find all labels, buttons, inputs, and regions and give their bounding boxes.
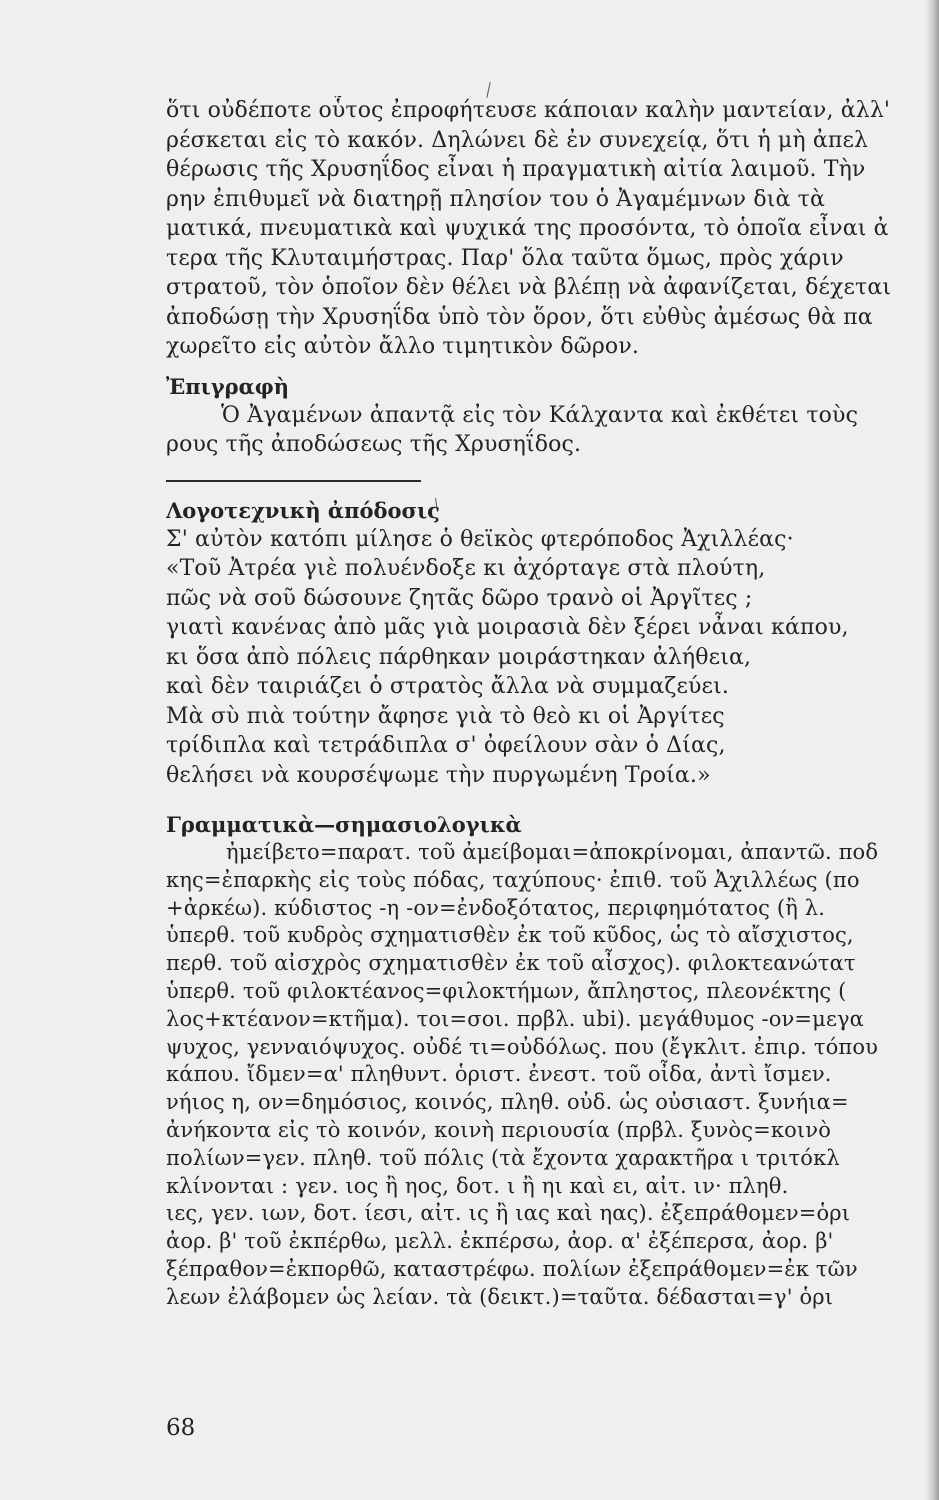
grammar-line: ψυχος, γενναιόψυχος. οὐδέ τι=οὐδόλως. που (ἔγκλιτ. ἐπιρ. τόπου (166, 1034, 879, 1059)
text-line: ρους τῆς ἀποδώσεως τῆς Χρυσηΐδος. (166, 432, 582, 457)
intro-paragraph (166, 96, 939, 362)
verse-line: τρίδιπλα καὶ τετράδιπλα σ' ὀφείλουν σὰν ὁ Δίας, (166, 733, 726, 758)
verse-line: καὶ δὲν ταιριάζει ὁ στρατὸς ἄλλα νὰ συμμαζεύει. (166, 674, 730, 699)
grammar-line: ἀορ. β' τοῦ ἐκπέρθω, μελλ. ἐκπέρσω, ἀορ. α' ἐξέπερσα, ἀορ. β' (166, 1229, 834, 1254)
text-line: θέρωσις τῆς Χρυσηΐδος εἶναι ἡ πραγματικὴ αἰτία λαιμοῦ. Τὴν (166, 157, 866, 182)
verse-line: Σ' αὐτὸν κατόπι μίλησε ὁ θεϊκὸς φτερόποδος Ἀχιλλέας· (166, 526, 794, 552)
grammar-line: ιες, γεν. ιων, δοτ. ίεσι, αἰτ. ις ἢ ιας καὶ ηας). ἐξεπράθομεν=ὁρι (166, 1201, 851, 1226)
grammar-line: κλίνονται : γεν. ιος ἢ ηος, δοτ. ι ἢ ηι καὶ ει, αἰτ. ιν· πληθ. (166, 1173, 789, 1198)
text-line: στρατοῦ, τὸν ὁποῖον δὲν θέλει νὰ βλέπῃ νὰ ἀφανίζεται, δέχεται (166, 275, 892, 300)
verse-line: πῶς νὰ σοῦ δώσουνε ζητᾶς δῶρο τρανὸ οἱ Ἀργῖτες ; (166, 585, 753, 611)
verse-line: κι ὅσα ἀπὸ πόλεις πάρθηκαν μοιράστηκαν ἀλήθεια, (166, 644, 752, 670)
section-divider (166, 480, 421, 482)
verse-line: γιατὶ κανένας ἀπὸ μᾶς γιὰ μοιρασιὰ δὲν ξέρει νἆναι κάπου, (166, 615, 849, 640)
grammar-line: ξέπραθον=ἐκπορθῶ, καταστρέφω. πολίων ἐξεπράθομεν=ἐκ τῶν (166, 1256, 858, 1281)
text-line: ρην ἐπιθυμεῖ νὰ διατηρῇ πλησίον του ὁ Ἀγαμέμνων διὰ τὰ (166, 186, 825, 212)
grammar-heading: Γραμματικὰ—σημασιολογικὰ (166, 812, 522, 837)
verse-line: Μὰ σὺ πιὰ τούτην ἄφησε γιὰ τὸ θεὸ κι οἱ Ἀργίτες (166, 703, 725, 729)
grammar-line: ὑπερθ. τοῦ κυδρὸς σχηματισθὲν ἐκ τοῦ κῦδος, ὡς τὸ αἴσχιστος, (166, 923, 854, 948)
grammar-line: νήιος η, ον=δημόσιος, κοινός, πληθ. οὐδ. ὡς οὐσιαστ. ξυνήια= (166, 1090, 849, 1115)
grammar-line: ἀνήκοντα εἰς τὸ κοινόν, κοινὴ περιουσία (πρβλ. ξυνὸς=κοινὸ (166, 1117, 832, 1142)
grammar-line: πολίων=γεν. πληθ. τοῦ πόλις (τὰ ἔχοντα χαρακτῆρα ι τριτόκλ (166, 1145, 840, 1170)
text-line: ρέσκεται εἰς τὸ κακόν. Δηλώνει δὲ ἐν συνεχείᾳ, ὅτι ἡ μὴ ἀπελ (166, 127, 869, 153)
epigraph (166, 401, 939, 460)
grammar-line: ἠμείβετο=παρατ. τοῦ ἀμείβομαι=ἀποκρίνομαι, ἀπαντῶ. ποδ (226, 840, 879, 864)
grammar-notes (166, 839, 939, 1312)
text-line: ἀποδώσῃ τὴν Χρυσηΐδα ὑπὸ τὸν ὅρον, ὅτι εὐθὺς ἀμέσως θὰ πα (166, 304, 873, 330)
grammar-line: λεων ἐλάβομεν ὡς λείαν. τὰ (δεικτ.)=ταῦτα. δέδασται=γ' ὁρι (166, 1284, 834, 1309)
epigraph-heading: Ἐπιγραφὴ (166, 373, 290, 399)
grammar-line: λος+κτέανον=κτῆμα). τοι=σοι. πρβλ. ubi). μεγάθυμος -ον=μεγα (166, 1006, 865, 1031)
grammar-line: περθ. τοῦ αἰσχρὸς σχηματισθὲν ἐκ τοῦ αἶσχος). φιλοκτεανώτατ (166, 951, 856, 976)
text-line: ὅτι οὐδέποτε οὗτος ἐπροφήτευσε κάποιαν καλὴν μαντείαν, ἀλλ' (166, 98, 891, 123)
grammar-line: κάπου. ἴδμεν=α' πληθυντ. ὁριστ. ἐνεστ. τοῦ οἶδα, ἀντὶ ἴσμεν. (166, 1062, 832, 1087)
text-line: τερα τῆς Κλυταιμήστρας. Παρ' ὅλα ταῦτα ὅμως, πρὸς χάριν (166, 245, 844, 271)
verse-line: θελήσει νὰ κουρσέψωμε τὴν πυργωμένη Τροία.» (166, 762, 711, 788)
grammar-line: ὑπερθ. τοῦ φιλοκτέανος=φιλοκτήμων, ἄπληστος, πλεονέκτης ( (166, 978, 847, 1003)
page-number: 68 (166, 1415, 196, 1441)
text-line: ματικά, πνευματικὰ καὶ ψυχικά της προσόντα, τὸ ὁποῖα εἶναι ἀ (166, 216, 889, 241)
grammar-line: +ἀρκέω). κύδιστος -η -ον=ἐνδοξότατος, περιφημότατος (ἢ λ. (166, 895, 826, 920)
text-line: χωρεῖτο εἰς αὐτὸν ἄλλο τιμητικὸν δῶρον. (166, 334, 639, 359)
text-line: Ὁ Ἀγαμένων ἀπαντᾷ εἰς τὸν Κάλχαντα καὶ ἐκθέτει τοὺς (221, 402, 859, 428)
translation-verse (166, 525, 939, 791)
translation-heading: Λογοτεχνικὴ ἀπόδοσις (166, 497, 440, 523)
grammar-line: κης=ἐπαρκὴς εἰς τοὺς πόδας, ταχύπους· ἐπιθ. τοῦ Ἀχιλλέως (πο (166, 867, 860, 892)
verse-line: «Τοῦ Ἀτρέα γιὲ πολυένδοξε κι ἀχόρταγε στὰ πλούτη, (166, 556, 766, 581)
page-content (166, 96, 939, 1386)
